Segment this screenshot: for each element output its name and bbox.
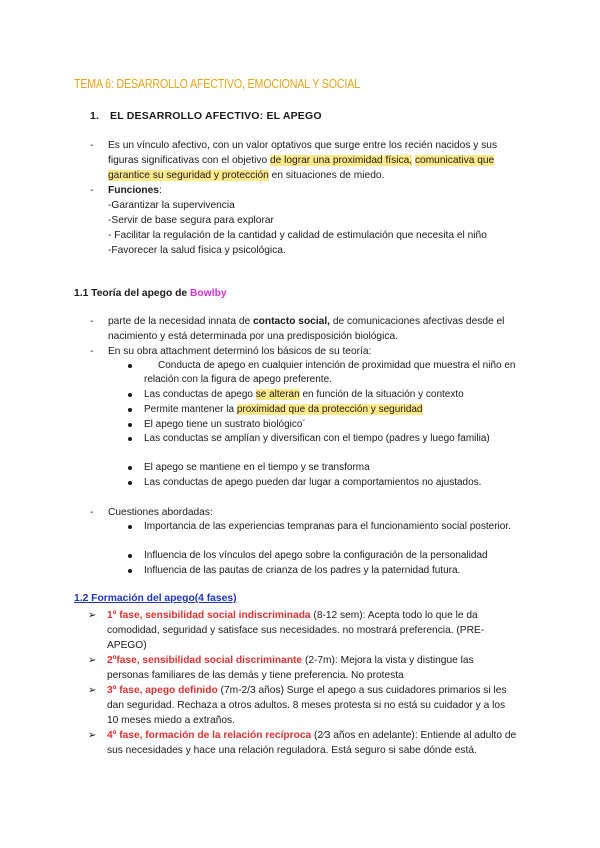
theory-paragraph-1 — [90, 314, 508, 344]
definition-highlight-2: comunicativa que garantice su seguridad y protección — [108, 155, 495, 181]
arrow-bullet-icon: ➢ — [88, 685, 97, 696]
dash-marker: - — [90, 316, 94, 327]
bullet-item — [144, 549, 534, 563]
funcion-item: -Garantizar la supervivencia — [108, 200, 235, 211]
bullet-dot — [128, 364, 132, 368]
bullet-text: Permite mantener la — [144, 404, 237, 415]
definition-text: Es un vínculo afectivo, con un valor optativos que surge entre los recién nacidos y sus figuras significativas con el objetivo — [108, 140, 498, 166]
bullet-dot — [128, 554, 132, 558]
phase-item-1 — [88, 608, 517, 653]
bullet-text: El apego tiene un sustrato biológico´ — [144, 419, 306, 430]
bullet-dot — [128, 569, 132, 573]
phase-1-label: 1º fase, sensibilidad social indiscriminada — [107, 610, 311, 621]
phase-4-label: 4º fase, formación de la relación recíproca — [107, 730, 312, 741]
bullet-text: Las conductas de apego pueden dar lugar a comportamientos no ajustados. — [144, 477, 482, 488]
dash-marker: - — [90, 507, 94, 518]
bullet-text: Las conductas de apego — [144, 389, 256, 400]
bullet-text-end: en función de la situación y contexto — [299, 389, 464, 400]
bullet-text: Conducta de apego en cualquier intención de proximidad que muestra el niño en relación con la figura de apego preferente. — [144, 360, 516, 385]
funciones-list — [90, 183, 538, 258]
funcion-item: -Favorecer la salud física y psicológica. — [108, 245, 286, 256]
theory-intro: En su obra attachment determinó los básicos de su teoría: — [108, 346, 372, 357]
bullet-item — [144, 520, 519, 534]
bullet-dot — [128, 423, 132, 427]
phase-item-4 — [88, 728, 517, 758]
funcion-item: -Servir de base segura para explorar — [108, 215, 274, 226]
bullet-text: Importancia de las experiencias tempranas para el funcionamiento social posterior. — [144, 521, 511, 532]
bowlby-name: Bowlby — [189, 288, 227, 299]
contacto-social: contacto social, — [253, 316, 330, 327]
phase-3-text: (7m-2/3 años) Surge el apego a sus cuidadores primarios si les dan seguridad. Rechaza a otros adultos. 8 meses protesta si no está su cuidador y a los 10 meses miedo a extraños. — [107, 685, 507, 726]
section-1-heading-text: EL DESARROLLO AFECTIVO: EL APEGO — [110, 110, 322, 122]
bullet-dot — [128, 525, 132, 529]
bullet-item — [144, 359, 519, 387]
theory-text: parte de la necesidad innata de — [108, 316, 253, 327]
section-1-1-heading-text: 1.1 Teoría del apego de — [74, 288, 190, 299]
bullet-item — [144, 418, 519, 432]
bullet-item — [144, 403, 519, 417]
theory-text-end: de comunicaciones afectivas desde el nacimiento y está determinada por una predisposición biológica. — [108, 316, 505, 342]
bullet-item — [144, 432, 519, 446]
bullet-dot — [128, 437, 132, 441]
definition-text-end: en situaciones de miedo. — [268, 170, 385, 181]
bullet-dot — [128, 393, 132, 397]
definition-paragraph — [90, 138, 528, 183]
funcion-item: - Facilitar la regulación de la cantidad y calidad de estimulación que necesita el niño — [108, 230, 487, 241]
bullet-dot — [128, 481, 132, 485]
bullet-item — [144, 476, 524, 490]
phase-4-text: (2⁄3 años en adelante): Entiende al adulto de sus necesidades y hace una relación reguladora. Está seguro si sabe dónde está. — [107, 730, 517, 756]
theory-paragraph-2 — [90, 344, 508, 359]
dash-marker: - — [90, 346, 94, 357]
phase-item-2 — [88, 653, 517, 683]
document-title: TEMA 6: DESARROLLO AFECTIVO, EMOCIONAL Y SOCIAL — [74, 76, 360, 91]
bullet-text: Influencia de las pautas de crianza de los padres y la paternidad futura. — [144, 565, 461, 576]
dash-marker: - — [90, 140, 94, 151]
bullet-text: Influencia de los vínculos del apego sobre la configuración de la personalidad — [144, 550, 488, 561]
arrow-bullet-icon: ➢ — [88, 730, 97, 741]
cuestiones-text: Cuestiones abordadas: — [108, 507, 213, 518]
arrow-bullet-icon: ➢ — [88, 655, 97, 666]
phase-item-3 — [88, 683, 517, 728]
phase-2-label: 2ºfase, sensibilidad social discriminante — [107, 655, 303, 666]
bullet-item — [144, 564, 534, 578]
section-1-heading — [90, 110, 322, 122]
bullet-text: Las conductas se amplían y diversifican con el tiempo (padres y luego familia) — [144, 433, 490, 444]
bullet-highlight: se alteran — [255, 389, 300, 400]
phase-1-text: (8-12 sem): Acepta todo lo que le da comodidad, seguridad y satisface sus necesidades. no mostrará preferencia. (PRE-APEGO) — [107, 610, 485, 651]
bullet-highlight: proximidad que da protección y seguridad — [236, 404, 423, 415]
bullet-dot — [128, 466, 132, 470]
funciones-label: Funciones — [108, 185, 159, 196]
bullet-dot — [128, 408, 132, 412]
bullet-item — [144, 388, 519, 402]
funciones-colon: : — [158, 185, 162, 196]
bullet-item — [144, 461, 519, 475]
section-1-1-heading — [74, 288, 227, 299]
cuestiones-heading — [90, 505, 508, 520]
bullet-text: El apego se mantiene en el tiempo y se transforma — [144, 462, 370, 473]
section-1-2-heading — [74, 593, 237, 604]
definition-highlight-1: de lograr una proximidad física, — [269, 155, 413, 166]
section-1-number: 1. — [90, 110, 100, 122]
phase-2-text: (2-7m): Mejora la vista y distingue las personas familiares de las demás y tiene preferencia. No protesta — [107, 655, 474, 681]
phase-3-label: 3º fase, apego definido — [107, 685, 218, 696]
dash-marker: - — [90, 185, 94, 196]
section-1-2-heading-text: 1.2 Formación del apego(4 fases) — [74, 593, 237, 604]
arrow-bullet-icon: ➢ — [88, 610, 97, 621]
